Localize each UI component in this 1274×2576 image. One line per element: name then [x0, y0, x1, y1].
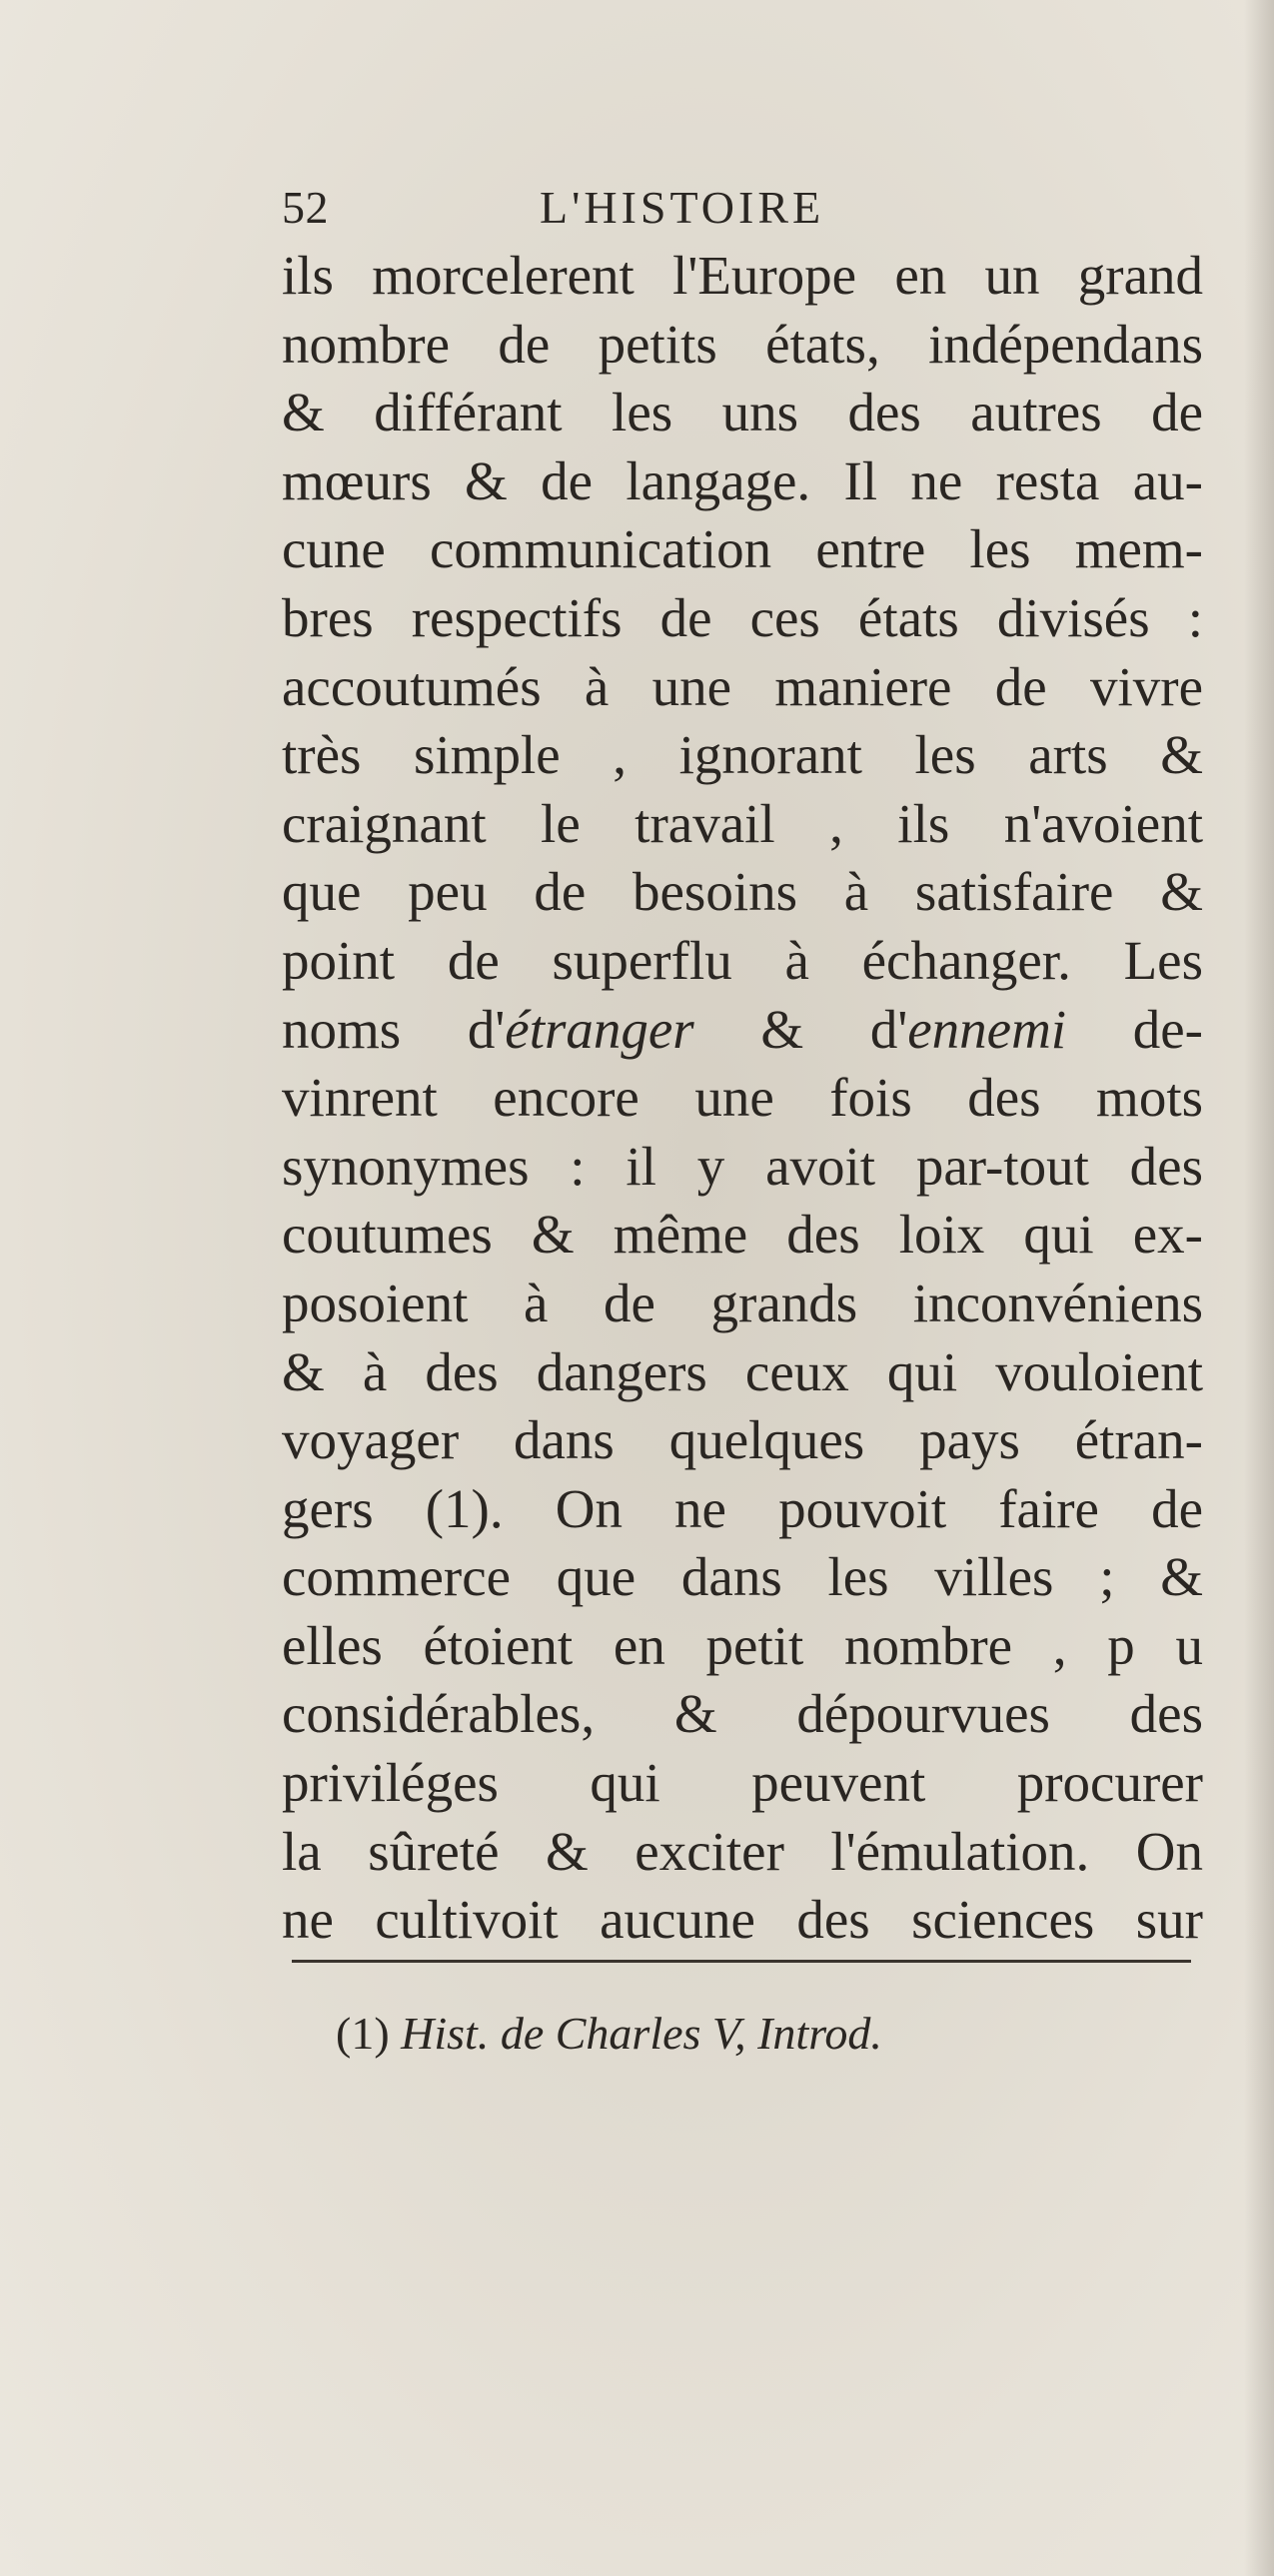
text-line: accoutumés à une maniere de vivre: [282, 655, 1203, 717]
italic-word-ennemi: ennemi: [907, 998, 1067, 1060]
text-line: vinrent encore une fois des mots: [282, 1067, 1203, 1129]
text-line-with-italics: [282, 996, 1203, 1065]
text-line: ils morcelerent l'Europe en un grand: [282, 245, 1203, 306]
text-line: mœurs & de langage. Il ne resta au-: [282, 449, 1203, 511]
running-title: L'HISTOIRE: [540, 182, 825, 233]
line-segment: de-: [1066, 998, 1203, 1060]
text-line: ne cultivoit aucune des sciences sur: [282, 1889, 1203, 1951]
text-line: considérables, & dépourvues des: [282, 1683, 1203, 1745]
text-line: que peu de besoins à satisfaire &: [282, 861, 1203, 923]
text-line: synonymes : il y avoit par-tout des: [282, 1135, 1203, 1197]
line-segment: noms d': [282, 998, 506, 1060]
text-line: cune communication entre les mem-: [282, 518, 1203, 580]
text-line: priviléges qui peuvent procurer: [282, 1752, 1203, 1814]
italic-word-etranger: étranger: [505, 998, 694, 1060]
text-line: coutumes & même des loix qui ex-: [282, 1204, 1203, 1266]
text-line: bres respectifs de ces états divisés :: [282, 586, 1203, 648]
footnote-citation: Hist. de Charles V, Introd.: [401, 2008, 882, 2059]
text-line: voyager dans quelques pays étran-: [282, 1409, 1203, 1471]
body-text: [282, 242, 1203, 1955]
text-line: point de superflu à échanger. Les: [282, 929, 1203, 991]
text-line: commerce que dans les villes ; &: [282, 1546, 1203, 1608]
page-number: 52: [282, 182, 329, 233]
footnote: [336, 2004, 1035, 2064]
text-line: craignant le travail , ils n'avoient: [282, 792, 1203, 854]
line-segment: & d': [693, 998, 908, 1060]
text-line: posoient à de grands inconvéniens: [282, 1272, 1203, 1333]
footnote-marker: (1): [336, 2008, 390, 2059]
text-line: gers (1). On ne pouvoit faire de: [282, 1477, 1203, 1539]
text-line: & à des dangers ceux qui vouloient: [282, 1340, 1203, 1402]
text-line: nombre de petits états, indépendans: [282, 313, 1203, 375]
page-header: [282, 178, 961, 238]
page-edge-shadow: [1244, 0, 1274, 2576]
text-line: la sûreté & exciter l'émulation. On: [282, 1820, 1203, 1882]
text-line: elles étoient en petit nombre , p u: [282, 1614, 1203, 1676]
text-line: très simple , ignorant les arts &: [282, 724, 1203, 786]
footnote-rule: [292, 1960, 1191, 1963]
text-line: & différant les uns des autres de: [282, 382, 1203, 443]
